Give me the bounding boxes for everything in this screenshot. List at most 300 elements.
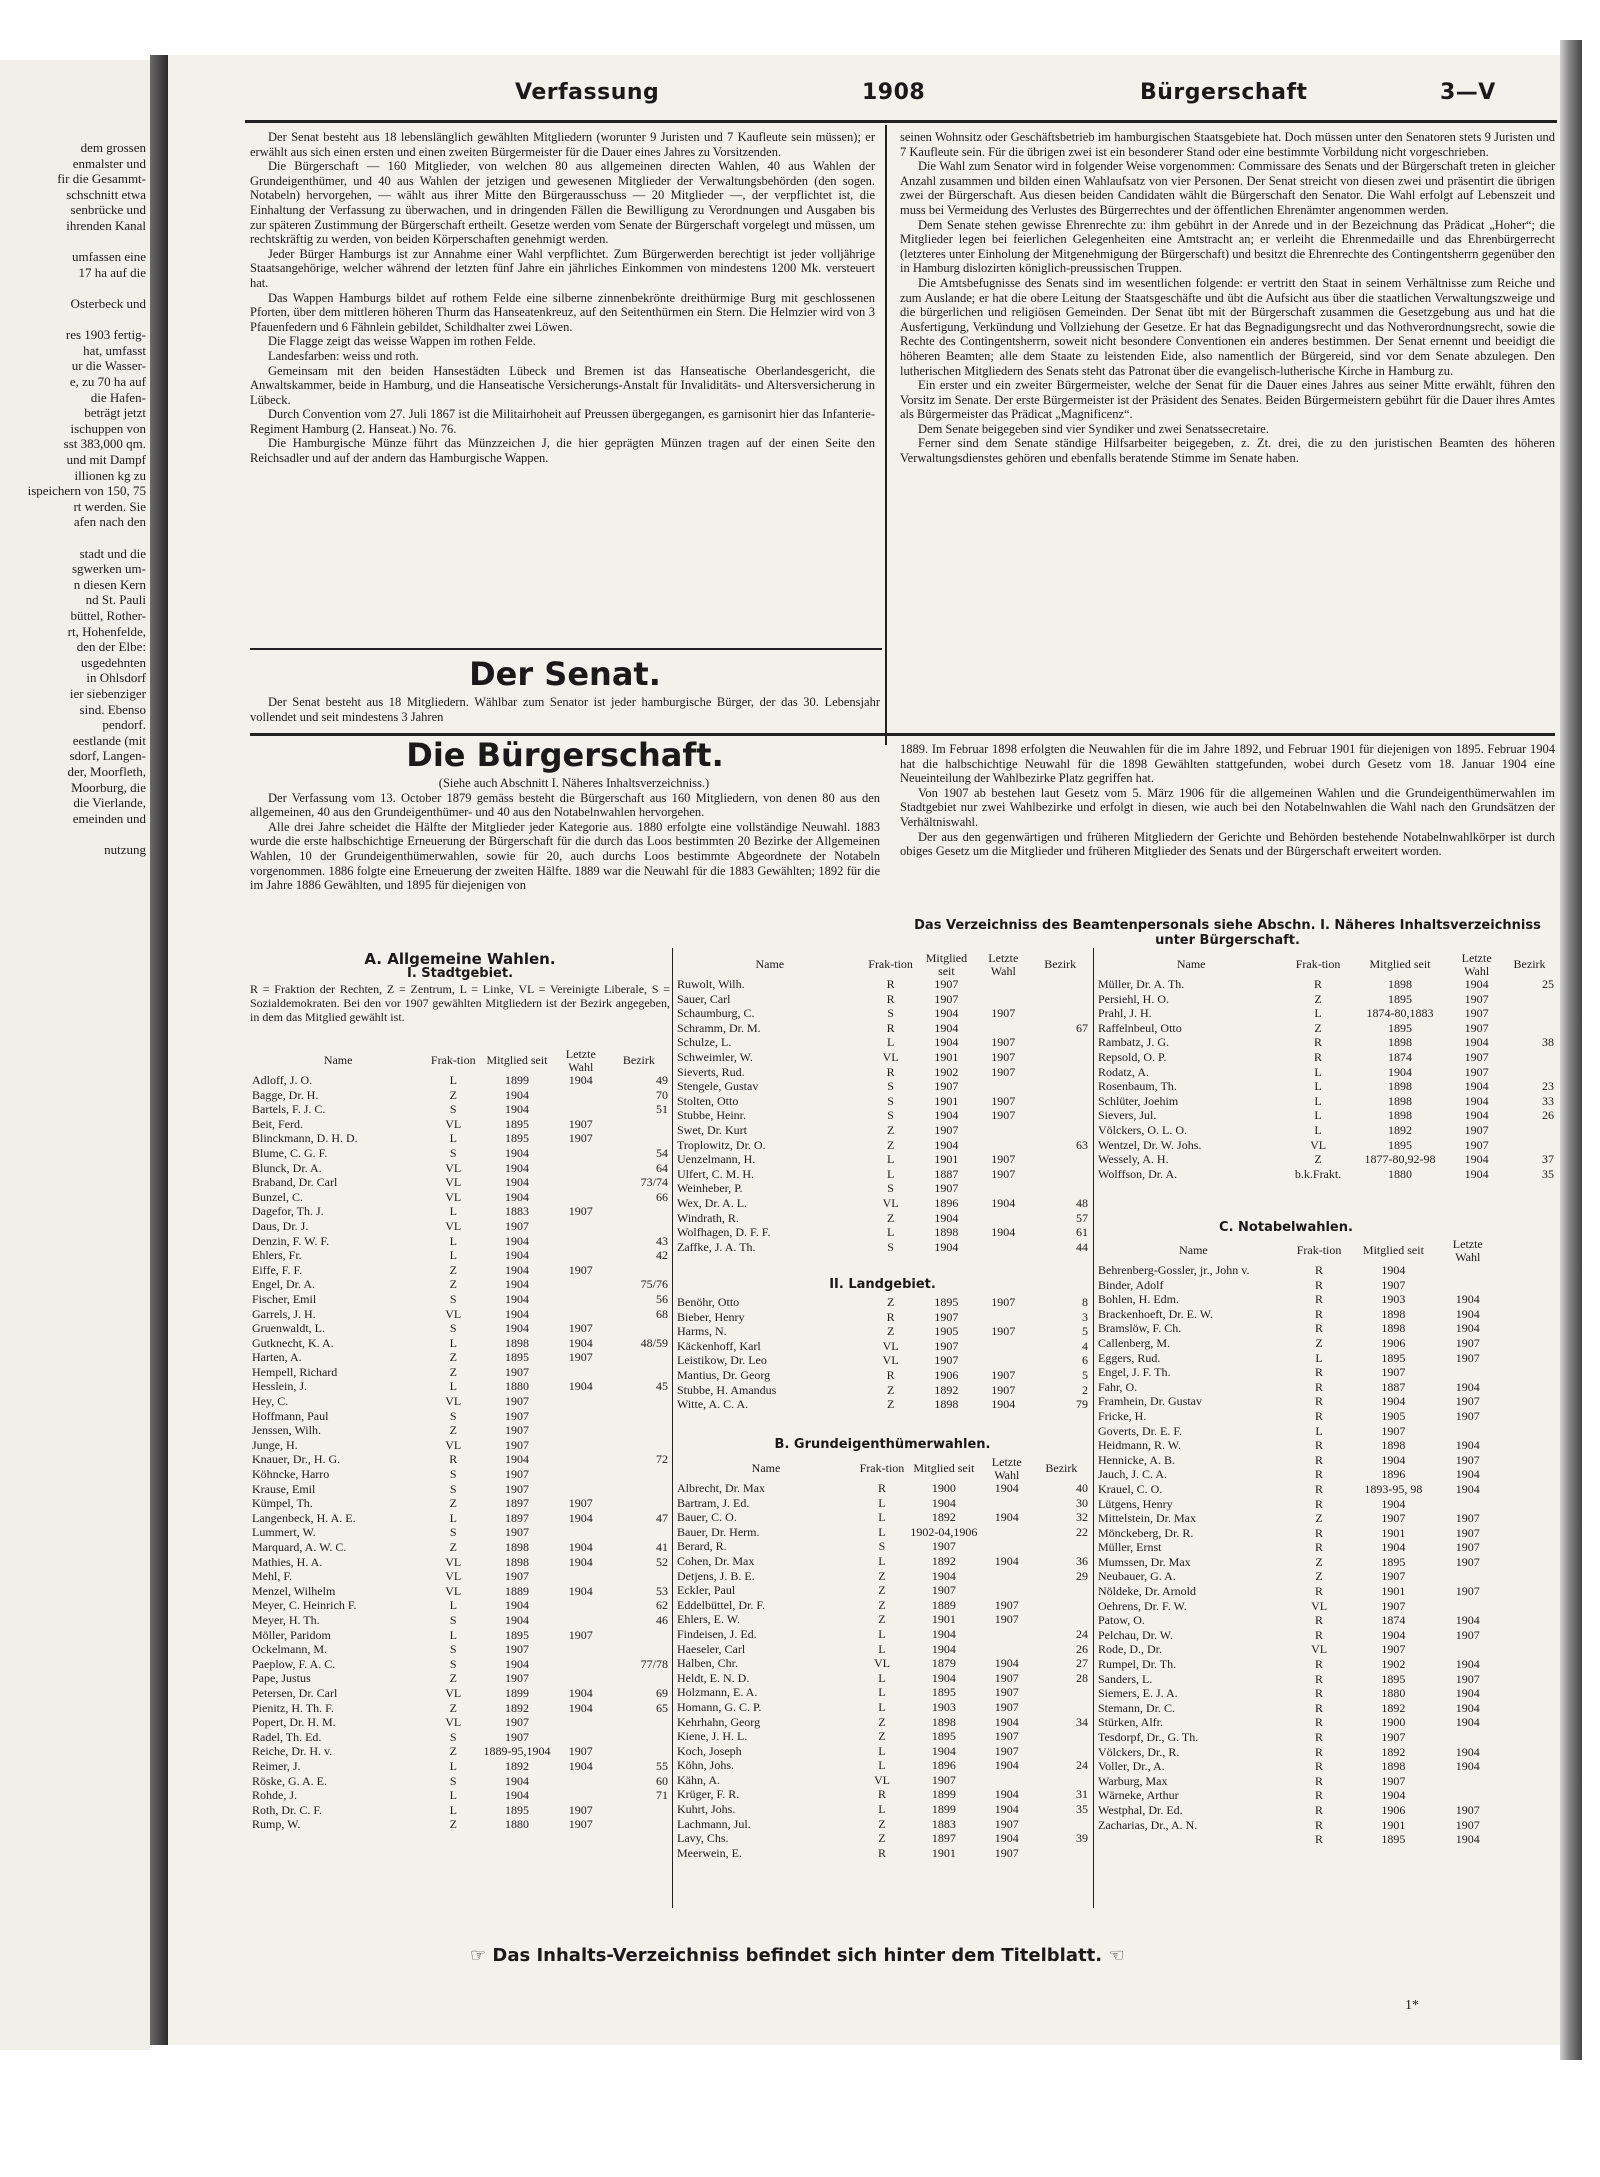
member-since: 1907 [931,1539,956,1554]
table-row [1096,1108,1556,1123]
member-name: Rumpel, Dr. Th. [1098,1657,1177,1672]
member-since: 1907 [505,1408,530,1423]
member-fraction: L [878,1670,886,1685]
table-row [1096,1584,1496,1599]
member-since: 1904 [934,1239,959,1254]
member-last-election [554,1248,608,1263]
member-last-election [1440,1365,1496,1380]
paragraph: Dem Senate beigegeben sind vier Syndiker und zwei Senatssecretaire. [918,421,1269,436]
member-district [608,1817,670,1832]
members-a-landgebiet [675,1295,1090,1412]
member-last-election: 1907 [1455,1350,1480,1365]
member-last-election: 1907 [991,1152,1016,1167]
table-row [675,1510,1090,1525]
member-name: Müller, Dr. A. Th. [1098,977,1185,991]
table-row [250,1277,670,1292]
table-row [1096,1336,1496,1351]
member-since: 1892 [1381,1700,1406,1715]
table-row [250,1219,670,1234]
member-since: 1903 [1381,1292,1406,1307]
member-last-election [981,1525,1033,1540]
member-fraction: R [1315,1759,1324,1774]
table-row [1096,1657,1496,1672]
member-fraction: VL [873,1772,890,1787]
member-last-election: 1907 [1464,991,1489,1006]
member-last-election: 1904 [568,1700,593,1715]
member-last-election: 1904 [991,1397,1016,1412]
table-row [675,1583,1090,1598]
member-last-election: 1907 [1455,1408,1480,1423]
member-name: Warburg, Max [1098,1773,1168,1788]
member-name: Framhein, Dr. Gustav [1098,1394,1202,1409]
member-name: Engel, J. F. Th. [1098,1365,1171,1380]
member-name: Knauer, Dr., H. G. [252,1452,341,1467]
left-page-text-fragment: stadt und die [79,545,146,561]
member-fraction: L [1314,1006,1322,1021]
table-row [1096,1759,1496,1774]
col-header: Letzte Wahl [991,1455,1022,1482]
member-name: Jenssen, Wilh. [252,1423,321,1438]
member-fraction: R [1315,1744,1324,1759]
member-fraction: L [878,1495,886,1510]
member-district [1033,1744,1090,1759]
member-fraction: R [1314,1035,1323,1050]
member-fraction: L [449,1598,457,1613]
member-district: 54 [656,1145,668,1160]
table-row [675,1787,1090,1802]
member-last-election [1440,1730,1496,1745]
member-last-election: 1907 [991,1382,1016,1397]
table-row [250,1336,670,1351]
member-name: Detjens, J. B. E. [677,1568,755,1583]
member-last-election: 1904 [994,1758,1019,1773]
member-district: 37 [1542,1152,1554,1167]
member-name: Adloff, J. O. [252,1073,313,1087]
table-row [675,1108,1090,1123]
member-fraction: VL [445,1218,462,1233]
member-district: 48/59 [640,1335,668,1350]
member-fraction: L [449,1248,457,1263]
member-since: 1895 [931,1685,956,1700]
member-last-election: 1904 [1455,1306,1480,1321]
member-district [608,1730,670,1745]
left-page-text-fragment: hat, umfasst [83,342,146,358]
member-fraction: R [1315,1584,1324,1599]
member-last-election: 1907 [1455,1554,1480,1569]
member-last-election: 1904 [1464,1035,1489,1050]
member-fraction: S [449,1656,457,1671]
member-district: 47 [656,1510,668,1525]
member-name: Bramslöw, F. Ch. [1098,1321,1182,1336]
member-last-election [1440,1599,1496,1614]
member-last-election: 1904 [1464,1152,1489,1167]
left-page-text-fragment: nd St. Pauli [85,592,146,608]
paragraph: Ferner sind dem Senate ständige Hilfsarbeiter beigegeben, z. Zt. drei, die zu den juristischen Beamten des höheren Verwaltungsdienstes gehören und ebenfalls beratende Stimme im Senate haben. [900,436,1555,466]
member-district: 71 [656,1788,668,1803]
member-last-election: 1904 [991,1195,1016,1210]
member-last-election: 1907 [1455,1452,1480,1467]
member-district: 48 [1076,1195,1088,1210]
member-district [1503,1050,1556,1065]
col-header: Name [755,957,785,972]
member-district [608,1628,670,1643]
member-since: 1901 [1381,1817,1406,1832]
member-district: 23 [1542,1079,1554,1094]
table-row [250,1788,670,1803]
member-since: 1898 [1381,1759,1406,1774]
members-a-stadtgebiet-cont [675,952,1090,1254]
member-since: 1907 [505,1481,530,1496]
member-district: 45 [656,1379,668,1394]
member-name: Sieverts, Rud. [677,1064,745,1079]
buergerschaft-text [250,776,880,893]
member-name: Siemers, E. J. A. [1098,1686,1178,1701]
col-header: Bezirk [1044,957,1077,972]
member-last-election: 1904 [1464,1166,1489,1181]
member-fraction: S [887,1093,894,1108]
member-name: Ockelmann, M. [252,1642,327,1657]
member-last-election [554,1365,608,1380]
member-district [1030,977,1090,992]
member-fraction: VL [882,1195,899,1210]
member-name: Windrath, R. [677,1210,739,1225]
member-district [1033,1817,1090,1832]
member-fraction: R [1315,1292,1324,1307]
member-district: 24 [1076,1758,1088,1773]
table-row [1096,1365,1496,1380]
member-name: Harten, A. [252,1350,302,1365]
member-name: Rambatz, J. G. [1098,1035,1169,1050]
member-name: Junge, H. [252,1437,298,1452]
member-name: Mathies, H. A. [252,1554,323,1569]
member-last-election: 1904 [568,1379,593,1394]
member-name: Daus, Dr. J. [252,1218,309,1233]
left-page-text-fragment: schschnitt etwa [66,186,146,202]
member-name: Rosenbaum, Th. [1098,1079,1177,1094]
member-since: 1892 [934,1382,959,1397]
table-row [675,1481,1090,1496]
member-fraction: Z [878,1831,886,1846]
member-district: 61 [1076,1225,1088,1240]
member-last-election [554,1088,608,1103]
member-name: Eddelbüttel, Dr. F. [677,1597,766,1612]
col-header: Mitglied seit [486,1053,548,1068]
member-last-election: 1904 [994,1481,1019,1495]
table-row [250,1088,670,1103]
table-row [675,1021,1090,1036]
member-district: 39 [1076,1831,1088,1846]
member-district: 3 [1082,1309,1088,1324]
member-name: Wärneke, Arthur [1098,1788,1179,1803]
left-page-text-fragment: emeinden und [72,810,146,826]
member-name: Hesslein, J. [252,1379,307,1394]
member-fraction: VL [873,1656,890,1671]
member-last-election [976,1079,1030,1094]
member-name: Nöldeke, Dr. Arnold [1098,1584,1196,1599]
table-row [675,1035,1090,1050]
table-row [675,1569,1090,1584]
member-name: Mönckeberg, Dr. R. [1098,1525,1194,1540]
member-fraction: Z [878,1597,886,1612]
member-since: 1904 [505,1291,530,1306]
member-since: 1895 [1381,1832,1406,1847]
member-name: Müller, Ernst [1098,1540,1162,1555]
member-since: 1904 [505,1233,530,1248]
member-fraction: R [886,1064,895,1079]
col-header: Frak-tion [430,1053,476,1068]
member-fraction: Z [878,1612,886,1627]
member-since: 1895 [1388,1137,1412,1152]
member-fraction: Z [878,1568,886,1583]
member-since: 1898 [931,1714,956,1729]
member-fraction: Z [886,1137,895,1152]
member-fraction: S [449,1729,457,1744]
member-name: Sievers, Jul. [1098,1108,1157,1123]
member-last-election: 1904 [1455,1438,1480,1453]
member-name: Roth, Dr. C. F. [252,1802,323,1817]
paragraph: Durch Convention vom 27. Juli 1867 ist die Militairhoheit auf Preussen übergegangen, es garnisonirt hier das Infanterie-Regiment Hamburg (2. Hanseat.) No. 76. [250,407,875,436]
member-fraction: L [449,1131,457,1146]
table-row [675,1006,1090,1021]
member-last-election: 1907 [1455,1394,1480,1409]
member-since: 1897 [505,1496,530,1511]
member-district: 25 [1542,977,1554,991]
member-fraction: Z [1314,1152,1322,1167]
member-district: 53 [656,1583,668,1598]
member-district: 43 [656,1233,668,1248]
member-last-election [976,1310,1030,1325]
member-fraction: R [1315,1496,1324,1511]
member-fraction: L [1314,1079,1322,1094]
member-district [608,1423,670,1438]
header-rule [245,120,1557,123]
member-since: 1906 [934,1367,959,1382]
member-last-election [554,1219,608,1234]
member-last-election [554,1234,608,1249]
member-district [608,1715,670,1730]
member-fraction: R [1315,1802,1324,1817]
member-name: Uenzelmann, H. [677,1152,756,1167]
member-since: 1907 [1381,1423,1406,1438]
member-name: Kümpel, Th. [252,1496,313,1511]
member-district [1503,1006,1556,1021]
member-district: 26 [1542,1108,1554,1123]
member-since: 1904 [505,1598,530,1613]
table-row [1096,1803,1496,1818]
member-fraction: R [1315,1379,1324,1394]
member-name: Schlüter, Joehim [1098,1093,1179,1108]
table-row [250,1598,670,1613]
member-fraction: Z [449,1364,457,1379]
member-name: Mittelstein, Dr. Max [1098,1511,1196,1526]
member-name: Radel, Th. Ed. [252,1729,322,1744]
member-last-election: 1904 [1455,1467,1480,1482]
member-since: 1907 [1381,1730,1406,1744]
member-since: 1883 [505,1204,530,1219]
member-district: 4 [1082,1338,1088,1353]
member-since: 1898 [1388,1108,1412,1123]
member-since: 1874 [1381,1613,1406,1628]
member-name: Kehrhahn, Georg [677,1714,761,1729]
member-last-election [976,977,1030,992]
member-fraction: R [886,1367,895,1382]
table-row [675,1729,1090,1744]
member-fraction: VL [445,1175,462,1190]
member-district [1030,1094,1090,1109]
col-header: Name [1176,957,1206,972]
member-since: 1907 [505,1423,530,1438]
member-district [1503,1021,1556,1036]
member-fraction: L [886,1035,895,1050]
member-name: Rodatz, A. [1098,1064,1149,1079]
table-row [250,1555,670,1570]
member-fraction: L [886,1166,895,1181]
table-row [250,1803,670,1818]
member-since: 1907 [505,1671,530,1686]
member-since: 1895 [1381,1554,1406,1569]
table-row [250,1774,670,1789]
member-last-election [1440,1278,1496,1293]
member-since: 1898 [505,1554,530,1569]
table-row [250,1102,670,1117]
member-fraction: S [449,1321,457,1336]
member-name: Ulfert, C. M. H. [677,1166,754,1181]
member-name: Patow, O. [1098,1613,1145,1628]
member-since: 1895 [505,1802,530,1817]
left-page-text-fragment: büttel, Rother- [70,608,146,623]
table-row [675,1310,1090,1325]
member-since: 1898 [934,1225,959,1240]
table-row [1096,1006,1556,1021]
member-since: 1904 [505,1087,530,1102]
member-district: 6 [1082,1353,1088,1368]
member-last-election: 1907 [991,1108,1016,1123]
member-since: 1877-80,92-98 [1364,1152,1436,1167]
member-name: Sauer, Carl [677,991,731,1006]
member-since: 1898 [505,1540,530,1554]
member-name: Ruwolt, Wilh. [677,977,745,991]
member-fraction: R [877,1787,886,1802]
member-last-election: 1907 [1455,1671,1480,1686]
member-district: 33 [1542,1093,1554,1108]
member-name: Lavy, Chs. [677,1831,729,1846]
member-since: 1895 [505,1131,530,1146]
left-page-text-fragment: ier siebenziger [69,686,146,701]
table-row [675,1211,1090,1226]
member-district [1033,1598,1090,1613]
member-name: Fischer, Emil [252,1291,317,1306]
member-name: Völckers, O. L. O. [1098,1122,1187,1137]
paragraph: Ein erster und ein zweiter Bürgermeister, welche der Senat für die Dauer eines Jahres aus seiner Mitte erwählt, führen den Vorsitz im Senate. Der erste Bürgermeister ist der Präsident des Senates. Beiden Bürgermeistern gebührt für die Dauer ihres Amtes als Bürgermeister das Prädicat „Magnificenz“. [900,378,1555,422]
table-row [675,1554,1090,1569]
table-row [675,1181,1090,1196]
member-last-election: 1907 [568,1131,593,1146]
table-row [1096,1321,1496,1336]
member-last-election: 1904 [994,1510,1019,1525]
member-district [608,1467,670,1482]
member-name: Krauel, C. O. [1098,1481,1163,1496]
member-fraction: Z [878,1714,886,1729]
verzeichnis-note: Das Verzeichniss des Beamtenpersonals siehe Abschn. I. Näheres Inhaltsverzeichniss unter Bürgerschaft. [914,918,1541,948]
member-last-election: 1907 [994,1729,1019,1744]
table-row [250,1438,670,1453]
member-since: 1907 [505,1218,530,1233]
member-since: 1898 [1381,1438,1406,1453]
page-mark: 1* [1405,1998,1419,2013]
table-row [250,1628,670,1643]
member-fraction: Z [1315,1554,1323,1569]
member-fraction: L [878,1510,886,1525]
member-fraction: L [878,1626,886,1641]
member-fraction: S [449,1291,457,1306]
member-fraction: Z [1314,1020,1322,1035]
table-row [250,1073,670,1088]
table-row [1096,1818,1496,1833]
member-last-election: 1904 [1455,1379,1480,1394]
member-district [1503,1123,1556,1138]
member-name: Blume, C. G. F. [252,1145,328,1160]
member-fraction: L [878,1524,886,1539]
member-since: 1904 [505,1788,530,1803]
left-page-text-fragment: rt werden. Sie [73,498,146,514]
member-name: Mehl, F. [252,1569,293,1584]
member-district [1030,1079,1090,1094]
member-district: 70 [656,1087,668,1102]
member-since: 1895 [934,1295,959,1309]
member-fraction: R [1315,1365,1324,1380]
member-name: Tesdorpf, Dr., G. Th. [1098,1730,1199,1744]
left-page-text-fragment: usgedehnten [81,654,146,670]
member-fraction: S [887,1006,894,1021]
member-fraction: Z [1315,1511,1323,1526]
member-last-election: 1904 [568,1583,593,1598]
member-name: Brackenhoeft, Dr. E. W. [1098,1306,1213,1321]
member-district: 34 [1076,1714,1088,1729]
member-since: 1907 [1381,1598,1406,1613]
header-left: Verfassung [515,80,660,105]
member-fraction: R [1315,1817,1324,1832]
col-header: Letzte Wahl [1452,1237,1483,1264]
member-name: Binder, Adolf [1098,1277,1164,1292]
member-name: Köhncke, Harro [252,1467,330,1482]
member-since: 1901 [934,1152,959,1167]
member-district: 26 [1076,1641,1088,1656]
left-page-text-fragment: e, zu 70 ha auf [69,374,146,389]
member-fraction: VL [445,1306,462,1321]
member-since: 1898 [1388,1093,1412,1108]
member-since: 1904 [931,1495,956,1510]
left-page-text-fragment: ischuppen von [70,420,146,436]
member-name: Goverts, Dr. E. F. [1098,1423,1183,1438]
member-fraction: VL [445,1685,462,1700]
member-last-election [1440,1263,1496,1278]
member-last-election: 1907 [991,1166,1016,1181]
col-header: Bezirk [1045,1461,1078,1476]
table-row [1096,1467,1496,1482]
member-since: 1892 [505,1700,530,1715]
member-since: 1904 [931,1568,956,1583]
member-fraction: R [877,1845,886,1860]
member-name: Holzmann, E. A. [677,1685,758,1700]
paragraph: Der Verfassung vom 13. October 1879 gemäss besteht die Bürgerschaft aus 160 Mitgliedern, von denen 80 aus den allgemeinen, 40 aus den Grundeigenthümer- und 40 aus den Notabelnwahlen hervorgehen. [250,790,880,820]
member-fraction: VL [445,1116,462,1131]
member-district [1030,992,1090,1007]
member-district [1033,1612,1090,1627]
table-row [250,1671,670,1686]
left-page-text-fragment: eestlande (mit [72,732,146,748]
member-name: Krüger, F. R. [677,1787,740,1802]
member-last-election: 1904 [991,1225,1016,1240]
